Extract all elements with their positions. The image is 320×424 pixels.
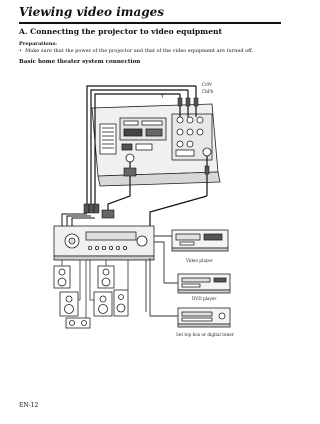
connection-heading: A. Connecting the projector to video equipment — [19, 27, 223, 36]
label-crpr: CrPr — [202, 82, 213, 87]
figure-heading: Basic home theater system connection — [19, 59, 141, 65]
speaker-rear-right — [94, 292, 112, 316]
preparation-item-text: Make sure that the power of the projector and that of the video equipment are turned off. — [25, 48, 254, 54]
dvd-player-device — [178, 274, 230, 293]
page-number: EN-12 — [19, 402, 39, 409]
video-player-label: Video player — [186, 258, 213, 263]
dvd-player-label: DVD player — [192, 296, 217, 301]
label-cbpb: CbPb — [202, 89, 214, 94]
video-player-device — [172, 230, 228, 251]
speaker-system — [54, 266, 128, 328]
speaker-front-left — [54, 266, 70, 288]
speaker-front-right — [98, 266, 114, 288]
speaker-rear-left — [60, 292, 78, 316]
rca-plugs-top — [178, 98, 198, 106]
tuner-label: Set top box or digital tuner — [176, 332, 234, 337]
tuner-device — [178, 308, 230, 327]
projector-illustration — [92, 104, 220, 186]
speaker-subwoofer — [114, 290, 128, 316]
section-title: Viewing video images — [19, 5, 165, 19]
av-receiver — [54, 226, 154, 260]
speaker-center — [66, 318, 90, 328]
preparation-item: • Make sure that the power of the projector and that of the video equipment are turned off. — [19, 48, 254, 54]
receiver-cables — [62, 204, 99, 226]
label-y: Y — [161, 94, 164, 99]
preparations-label: Preparations: — [19, 41, 58, 47]
